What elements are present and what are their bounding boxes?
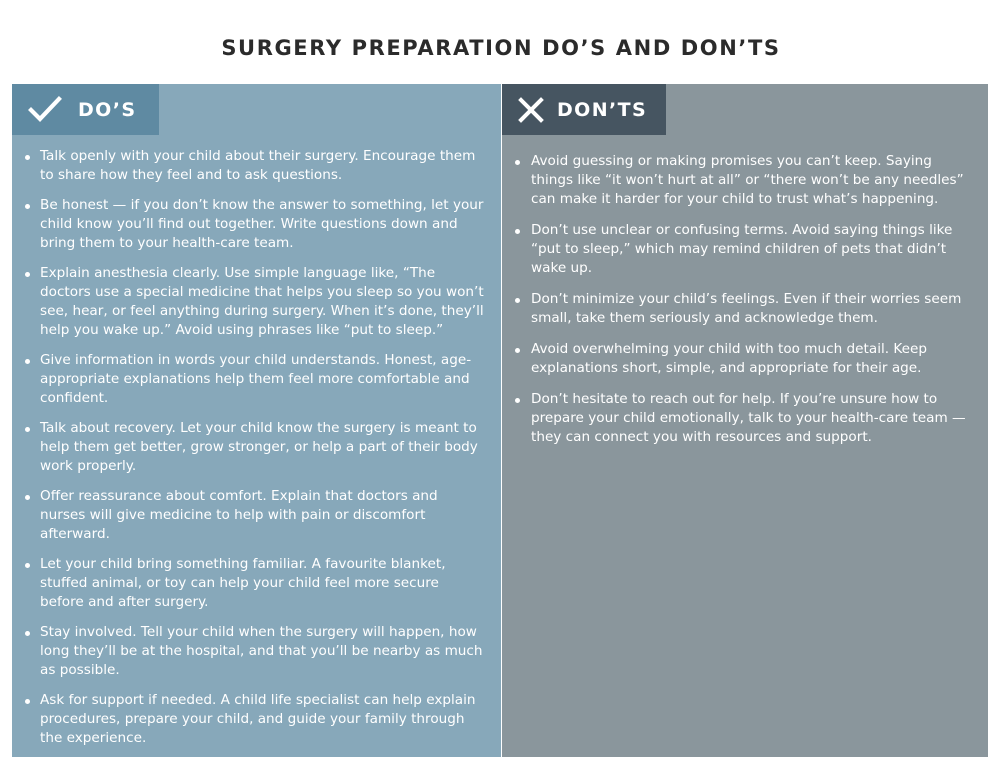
list-item-text: Talk openly with your child about their surgery. Encourage them to share how they feel and to ask questions. (40, 148, 476, 183)
x-mark-icon (517, 96, 545, 124)
list-item (12, 351, 490, 408)
bullet-icon (25, 563, 30, 568)
list-item-text: Let your child bring something familiar. A favourite blanket, stuffed animal, or toy can help your child feel more secure before and after surgery. (40, 556, 446, 610)
list-item-text: Talk about recovery. Let your child know the surgery is meant to help them get better, grow stronger, or help a part of their body work properly. (40, 420, 478, 474)
list-item (502, 390, 972, 447)
list-item-text: Be honest — if you don’t know the answer to something, let your child know you’ll find out together. Write questions down and bring them to your health-care team. (40, 197, 484, 251)
bullet-icon (25, 272, 30, 277)
donts-header (502, 84, 666, 135)
bullet-icon (515, 398, 520, 403)
list-item (502, 340, 972, 378)
bullet-icon (25, 427, 30, 432)
dos-header (12, 84, 159, 135)
bullet-icon (515, 160, 520, 165)
list-item-text: Don’t hesitate to reach out for help. If you’re unsure how to prepare your child emotionally, talk to your health-care team — they can connect you with resources and support. (531, 391, 966, 445)
dos-heading: DO’S (78, 98, 137, 121)
bullet-icon (25, 204, 30, 209)
page-title: SURGERY PREPARATION DO’S AND DON’TS (221, 36, 781, 60)
list-item (12, 691, 490, 748)
list-item-text: Avoid guessing or making promises you can’t keep. Saying things like “it won’t hurt at all” or “there won’t be any needles” can make it harder for your child to trust what’s happening. (531, 153, 964, 207)
donts-heading: DON’TS (557, 98, 648, 121)
donts-list (502, 152, 972, 459)
list-item (502, 152, 972, 209)
bullet-icon (25, 699, 30, 704)
bullet-icon (25, 155, 30, 160)
dos-list (12, 147, 490, 759)
list-item-text: Explain anesthesia clearly. Use simple language like, “The doctors use a special medicine that helps you sleep so you won’t see, hear, or feel anything during surgery. When it’s done, they’ll help you wake up.” Avoid using phrases like “put to sleep.” (40, 265, 484, 338)
list-item (12, 264, 490, 340)
list-item-text: Don’t minimize your child’s feelings. Even if their worries seem small, take them seriously and acknowledge them. (531, 291, 962, 326)
dos-panel (12, 84, 501, 757)
list-item (12, 147, 490, 185)
list-item-text: Stay involved. Tell your child when the surgery will happen, how long they’ll be at the hospital, and that you’ll be nearby as much as possible. (40, 624, 483, 678)
list-item-text: Avoid overwhelming your child with too much detail. Keep explanations short, simple, and appropriate for their age. (531, 341, 927, 376)
list-item (12, 555, 490, 612)
bullet-icon (25, 631, 30, 636)
list-item-text: Offer reassurance about comfort. Explain that doctors and nurses will give medicine to help with pain or discomfort afterward. (40, 488, 438, 542)
list-item (12, 487, 490, 544)
list-item-text: Don’t use unclear or confusing terms. Avoid saying things like “put to sleep,” which may remind children of pets that didn’t wake up. (531, 222, 953, 276)
bullet-icon (515, 298, 520, 303)
list-item (12, 623, 490, 680)
checkmark-icon (28, 95, 62, 125)
list-item (502, 221, 972, 278)
list-item (12, 196, 490, 253)
bullet-icon (25, 495, 30, 500)
list-item-text: Give information in words your child understands. Honest, age-appropriate explanations help them feel more comfortable and confident. (40, 352, 472, 406)
list-item (502, 290, 972, 328)
bullet-icon (25, 359, 30, 364)
list-item-text: Ask for support if needed. A child life specialist can help explain procedures, prepare your child, and guide your family through the experience. (40, 692, 476, 746)
bullet-icon (515, 348, 520, 353)
bullet-icon (515, 229, 520, 234)
donts-panel (502, 84, 988, 757)
list-item (12, 419, 490, 476)
